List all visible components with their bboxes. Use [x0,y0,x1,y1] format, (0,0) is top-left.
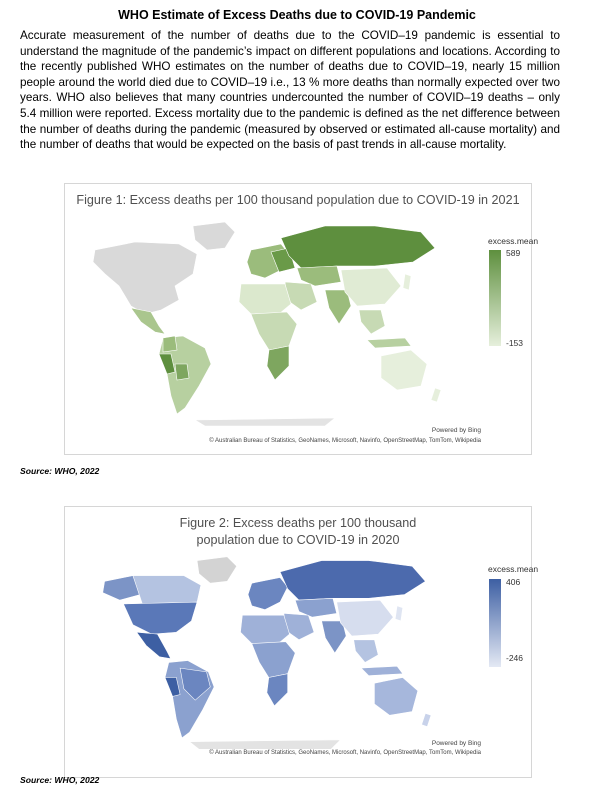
legend-title-1: excess.mean [488,236,539,246]
figure-1 [64,183,539,455]
map-region-north-america [93,242,197,314]
map-region-russia [280,561,425,601]
map-region-japan [403,274,411,290]
map-credits-2: © Australian Bureau of Statistics, GeoNames, Microsoft, Navinfo, OpenStreetMap, TomTom, Wikipedia [209,750,481,756]
map-region-central-africa [251,312,297,350]
legend-max-2: 406 [506,577,521,587]
map-region-southeast-asia [354,640,379,663]
powered-by-bing-1: Powered by Bing [431,427,481,434]
map-region-colombia [163,336,177,352]
map-region-bolivia [175,364,189,380]
map-region-central-asia [295,598,337,617]
map-region-mexico [137,632,171,658]
figure-2-title-line-1: Figure 2: Excess deaths per 100 thousand [179,516,417,530]
map-region-china [337,600,394,636]
legend-gradient-1 [489,250,501,346]
map-region-antarctica [190,740,341,749]
legend-gradient-2 [489,579,501,667]
map-region-antarctica [195,418,335,426]
world-map-2020 [75,553,455,753]
map-region-indonesia [361,666,403,675]
map-region-india [325,290,351,324]
map-credits-1: © Australian Bureau of Statistics, GeoNames, Microsoft, Navinfo, OpenStreetMap, TomTom, Wikipedia [209,438,481,444]
map-region-middle-east [285,282,317,310]
intro-paragraph: Accurate measurement of the number of deaths due to the COVID–19 pandemic is essential to understand the magnitude of the pandemic’s impact on different populations and locations. According to the recently published WHO estimates on the number of deaths due to COVID–19, nearly 15 million people around the world died due to COVID–19 i.e., 13 % more deaths than normally expected over two years. WHO also believes that many countries undercounted the number of COVID–19 deaths – only 5.4 million were reported. Excess mortality due to the pandemic is defined as the net difference between the number of deaths during the pandemic (measured by observed or estimated all-cause mortality) and the number of deaths that would be expected on the basis of past trends in all-cause mortality. [20,29,560,152]
map-region-middle-east [284,613,314,639]
figure-2-title-line-2: population due to COVID-19 in 2020 [196,533,400,547]
figure-2 [64,506,539,778]
map-region-canada [133,576,201,606]
legend-min-1: -153 [506,338,524,348]
map-region-north-africa [239,284,291,314]
document-title: WHO Estimate of Excess Deaths due to COVID-19 Pandemic [118,8,476,22]
source-1: Source: WHO, 2022 [20,466,100,476]
map-region-russia [281,226,435,268]
map-region-usa [123,602,197,634]
map-region-south-africa [267,346,289,380]
map-region-japan [395,606,403,621]
powered-by-bing-2: Powered by Bing [431,740,481,747]
map-region-mexico [131,308,165,334]
map-region-china [341,268,401,306]
world-map-2021 [75,214,455,426]
legend-min-2: -246 [506,653,524,663]
map-region-europe [248,578,288,610]
map-region-greenland [193,222,235,250]
map-region-central-africa [252,642,295,678]
map-region-new-zealand [431,388,441,402]
map-region-south-africa [267,674,288,706]
map-region-new-zealand [422,713,431,726]
map-region-southeast-asia [359,310,385,334]
legend-max-1: 589 [506,248,521,258]
map-region-australia [381,350,427,390]
map-region-indonesia [367,338,411,348]
legend-title-2: excess.mean [488,564,539,574]
map-region-australia [374,678,417,716]
figure-1-title: Figure 1: Excess deaths per 100 thousand population due to COVID-19 in 2021 [76,193,520,207]
map-region-north-africa [240,615,289,643]
map-region-central-asia [297,266,341,286]
source-2: Source: WHO, 2022 [20,775,100,785]
map-region-greenland [197,557,237,583]
map-region-india [322,621,347,653]
